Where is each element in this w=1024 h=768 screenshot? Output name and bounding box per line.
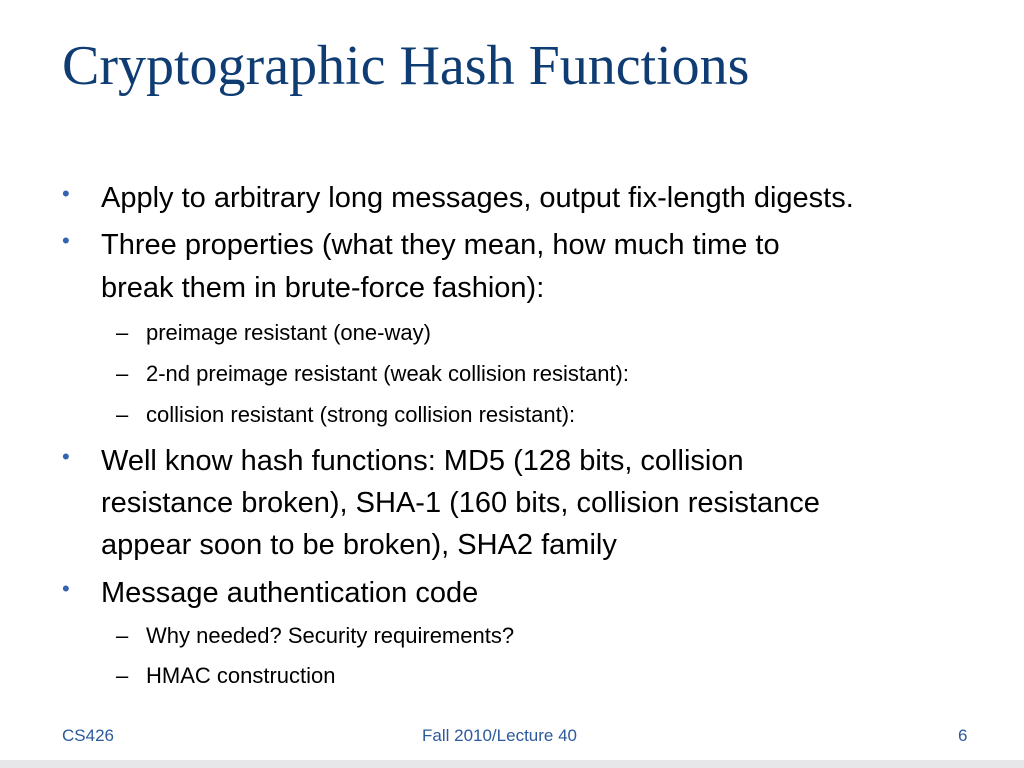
bullet-marker: •	[62, 181, 70, 206]
bullet-2-sub-3: collision resistant (strong collision resistant):	[146, 402, 576, 427]
footer-course: CS426	[62, 726, 114, 745]
bullet-marker: •	[62, 228, 70, 253]
footer-lecture: Fall 2010/Lecture 40	[422, 726, 577, 745]
slide-title: Cryptographic Hash Functions	[62, 35, 750, 97]
sub-bullet-marker: –	[116, 663, 129, 688]
footer-page-number: 6	[958, 726, 968, 745]
bullet-4-sub-2: HMAC construction	[146, 663, 336, 688]
sub-bullet-marker: –	[116, 402, 129, 427]
bullet-2-line-2: break them in brute-force fashion):	[101, 272, 545, 304]
bullet-2-sub-2: 2-nd preimage resistant (weak collision resistant):	[146, 361, 629, 386]
bullet-3-line-2: resistance broken), SHA-1 (160 bits, collision resistance	[101, 487, 820, 519]
bottom-bar	[0, 760, 1024, 768]
bullet-2-sub-1: preimage resistant (one-way)	[146, 320, 431, 345]
bullet-marker: •	[62, 576, 70, 601]
bullet-marker: •	[62, 444, 70, 469]
bullet-3-line-3: appear soon to be broken), SHA2 family	[101, 529, 617, 561]
bullet-2-line-1: Three properties (what they mean, how much time to	[101, 229, 780, 261]
sub-bullet-marker: –	[116, 623, 129, 648]
bullet-4-line-1: Message authentication code	[101, 577, 479, 609]
bullet-1-line-1: Apply to arbitrary long messages, output fix-length digests.	[101, 182, 854, 214]
sub-bullet-marker: –	[116, 320, 129, 345]
bullet-3-line-1: Well know hash functions: MD5 (128 bits, collision	[101, 445, 744, 477]
sub-bullet-marker: –	[116, 361, 129, 386]
bullet-4-sub-1: Why needed? Security requirements?	[146, 623, 515, 648]
